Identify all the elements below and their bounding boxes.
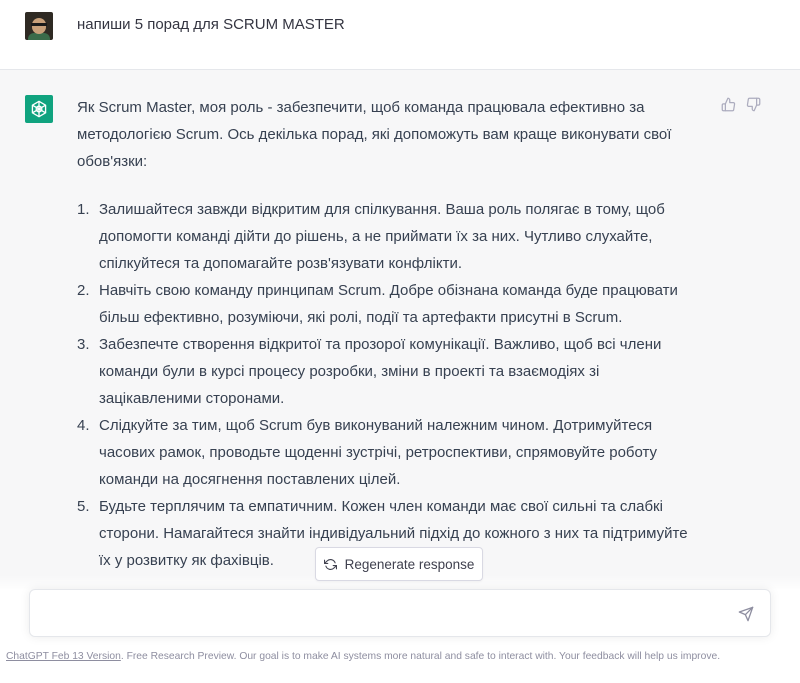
- list-item: [77, 412, 697, 493]
- message-input[interactable]: [29, 589, 771, 637]
- thumbs-down-icon[interactable]: [746, 97, 761, 112]
- list-item-text: Слідкуйте за тим, щоб Scrum був виконуваний належним чином. Дотримуйтеся часових рамок, проводьте щоденні зустрічі, ретроспективи, спрямовуйте роботу команди на досягнення поставлених цілей.: [99, 417, 658, 488]
- refresh-icon: [324, 558, 337, 571]
- openai-logo-icon: [25, 95, 53, 123]
- list-item: [77, 196, 697, 277]
- list-item-number: 3.: [77, 336, 90, 353]
- user-message-text: напиши 5 порад для SCRUM MASTER: [77, 16, 345, 33]
- list-item-number: 4.: [77, 417, 90, 434]
- user-message-row: [0, 0, 800, 70]
- list-item-text: Забезпечте створення відкритої та прозорої комунікації. Важливо, щоб всі члени команди були в курсі процесу розробки, зміни в проекті та взаємодіях зі зацікавленими сторонами.: [99, 336, 662, 407]
- assistant-message-content: [77, 94, 697, 574]
- thumbs-up-icon[interactable]: [721, 97, 736, 112]
- send-icon[interactable]: [738, 606, 754, 627]
- regenerate-response-button[interactable]: [315, 547, 483, 581]
- tips-list: [77, 196, 697, 574]
- regenerate-response-label: Regenerate response: [344, 556, 475, 572]
- list-item-number: 1.: [77, 201, 90, 218]
- composer-area: [0, 589, 800, 683]
- list-item: [77, 331, 697, 412]
- list-item-text: Будьте терплячим та емпатичним. Кожен член команди має свої сильні та слабкі сторони. Намагайтеся знайти індивідуальний підхід до кожного з них та підтримуйте їх у розвитку як фахівців.: [99, 498, 688, 569]
- footer-text: . Free Research Preview. Our goal is to make AI systems more natural and safe to interact with. Your feedback will help us improve.: [120, 651, 721, 662]
- user-avatar: [25, 12, 53, 40]
- version-link[interactable]: ChatGPT Feb 13 Version: [6, 651, 121, 662]
- list-item: [77, 277, 697, 331]
- assistant-intro: Як Scrum Master, моя роль - забезпечити, щоб команда працювала ефективно за методологією Scrum. Ось декілька порад, які допоможуть вам краще виконувати свої обов'язки:: [77, 99, 672, 170]
- footer-disclaimer: [6, 651, 796, 662]
- list-item-number: 2.: [77, 282, 90, 299]
- list-item-text: Залишайтеся завжди відкритим для спілкування. Ваша роль полягає в тому, щоб допомогти команді дійти до рішень, а не приймати їх за них. Чутливо слухайте, спілкуйтеся та допомагайте розв'язувати конфлікти.: [99, 201, 665, 272]
- list-item-number: 5.: [77, 498, 90, 515]
- list-item-text: Навчіть свою команду принципам Scrum. Добре обізнана команда буде працювати більш ефективно, розуміючи, які ролі, події та артефакти присутні в Scrum.: [99, 282, 678, 326]
